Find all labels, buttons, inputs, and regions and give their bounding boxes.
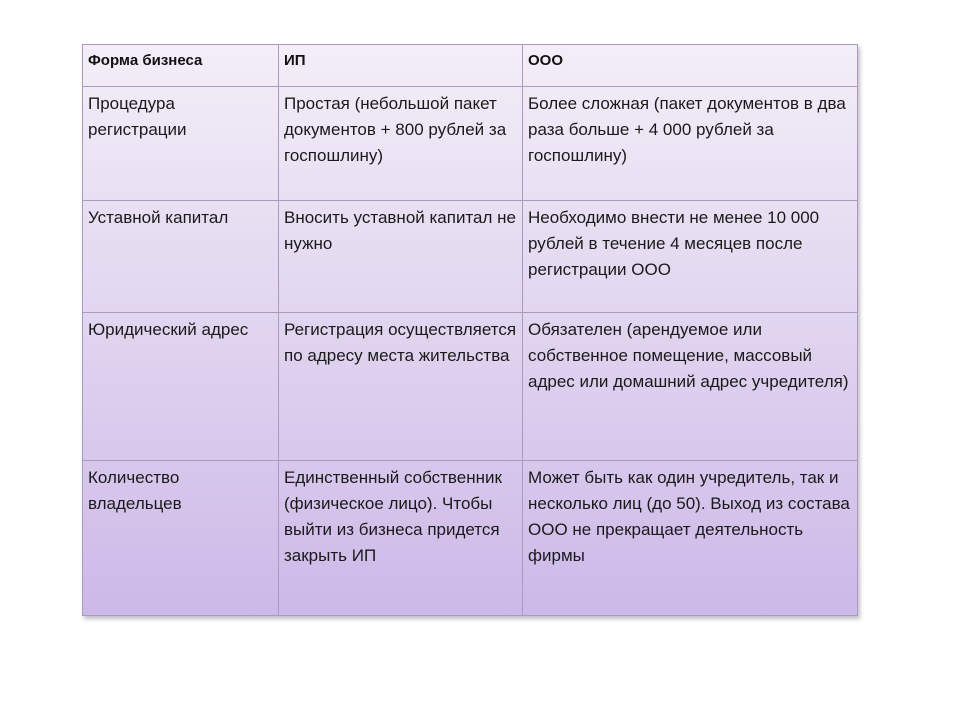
table-cell-ooo: Необходимо внести не менее 10 000 рублей в течение 4 месяцев после регистрации ООО <box>523 201 858 313</box>
header-cell-ooo: ООО <box>523 45 858 87</box>
header-cell-ip: ИП <box>279 45 523 87</box>
comparison-table-grid <box>82 44 858 616</box>
header-cell-business-form: Форма бизнеса <box>83 45 279 87</box>
table-cell-label: Количество владельцев <box>83 461 279 616</box>
table-cell-ooo: Обязателен (арендуемое или собственное помещение, массовый адрес или домашний адрес учредителя) <box>523 313 858 461</box>
table-row-legal-address <box>83 313 858 461</box>
table-cell-ooo: Более сложная (пакет документов в два раза больше + 4 000 рублей за госпошлину) <box>523 87 858 201</box>
table-cell-label: Юридический адрес <box>83 313 279 461</box>
table-cell-ooo: Может быть как один учредитель, так и несколько лиц (до 50). Выход из состава ООО не прекращает деятельность фирмы <box>523 461 858 616</box>
table-cell-label: Уставной капитал <box>83 201 279 313</box>
table-row-capital <box>83 201 858 313</box>
table-row-registration <box>83 87 858 201</box>
table-header-row <box>83 45 858 87</box>
table-row-owners <box>83 461 858 616</box>
table-cell-ip: Регистрация осуществляется по адресу места жительства <box>279 313 523 461</box>
table-cell-ip: Единственный собственник (физическое лицо). Чтобы выйти из бизнеса придется закрыть ИП <box>279 461 523 616</box>
comparison-table <box>82 44 858 616</box>
table-cell-ip: Простая (небольшой пакет документов + 800 рублей за госпошлину) <box>279 87 523 201</box>
table-cell-ip: Вносить уставной капитал не нужно <box>279 201 523 313</box>
table-cell-label: Процедура регистрации <box>83 87 279 201</box>
